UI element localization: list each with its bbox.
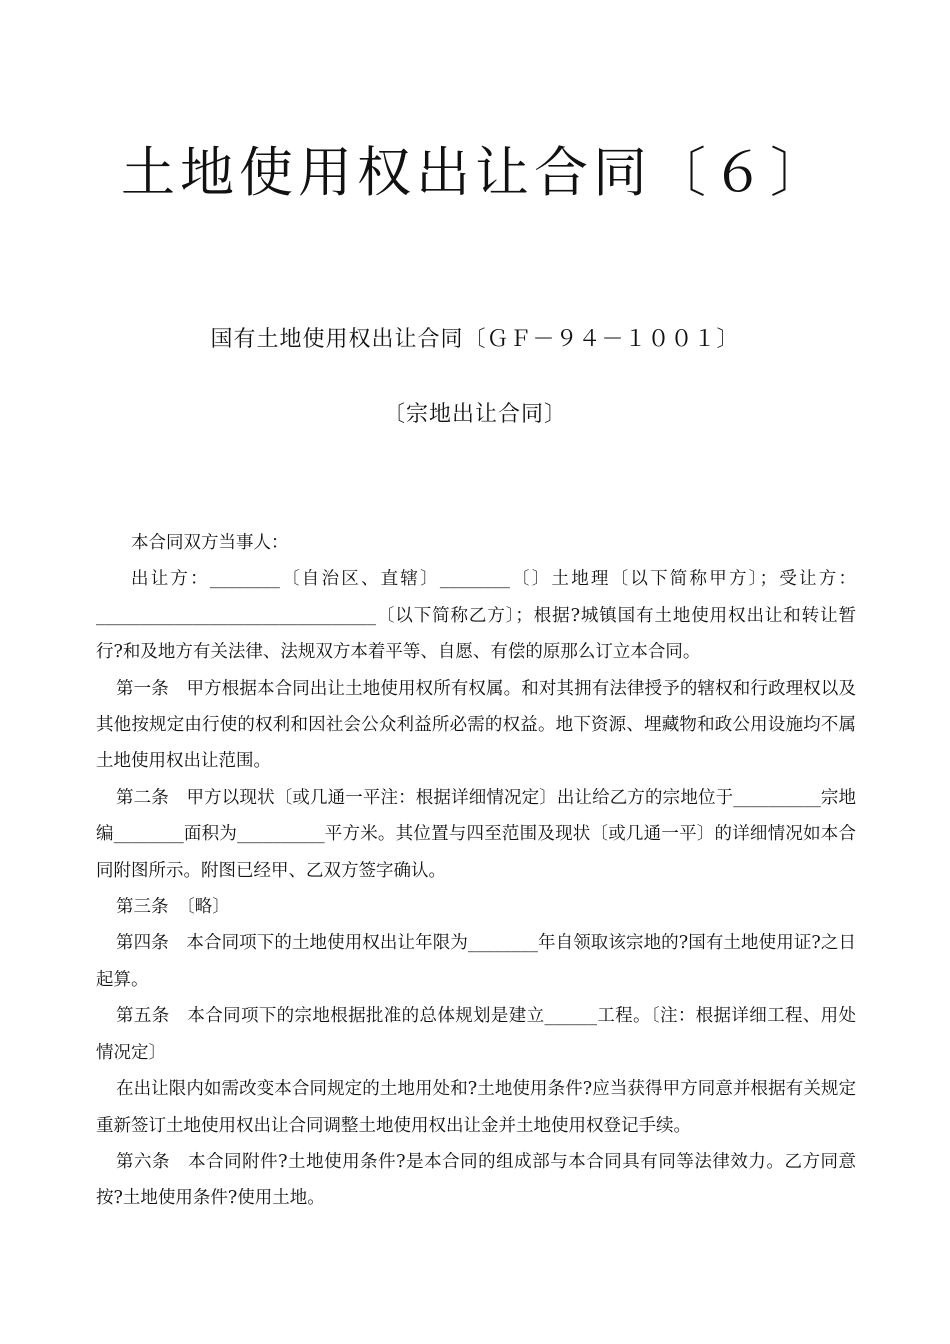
paragraph-grantor: 出让方：________〔自治区、直辖〕________〔〕土地理〔以下简称甲方〕；受让方：________________________________〔以下简称乙方〕；根据?城镇国有土地使用权出让和转让暂行?和及地方有关法律、法规双方本着平等、自愿、有偿的原那么订立本合同。 [96, 569, 856, 663]
paragraph-article-5: 第五条 本合同项下的宗地根据批准的总体规划是建立______工程。〔注：根据详细工程、用处情况定〕 [96, 1006, 856, 1063]
paragraph-article-2: 第二条 甲方以现状〔或几通一平注：根据详细情况定〕出让给乙方的宗地位于__________宗地编________面积为__________平方米。其位置与四至范围及现状〔或几通一平〕的详细情况如本合同附图所示。附图已经甲、乙双方签字确认。 [96, 787, 856, 881]
paragraph-article-4: 第四条 本合同项下的土地使用权出让年限为________年自领取该宗地的?国有土地使用证?之日起算。 [96, 933, 856, 990]
document-subtitle: 国有土地使用权出让合同〔ＧＦ－９４－１００１〕 [210, 327, 740, 352]
document-title: 土地使用权出让合同〔６〕 [121, 141, 829, 204]
paragraph-article-1: 第一条 甲方根据本合同出让土地使用权所有权属。和对其拥有法律授予的辖权和行政理权以及其他按规定由行使的权利和因社会公众利益所必需的权益。地下资源、埋藏物和政公用设施均不属土地使用权出让范围。 [96, 678, 856, 772]
document-subtitle-type: 〔宗地出让合同〕 [382, 402, 567, 427]
paragraph-article-6: 第六条 本合同附件?土地使用条件?是本合同的组成部与本合同具有同等法律效力。乙方同意按?土地使用条件?使用土地。 [96, 1151, 856, 1209]
paragraph-parties: 本合同双方当事人： [131, 533, 289, 553]
document-body [96, 525, 856, 1217]
paragraph-article-5-change: 在出让限内如需改变本合同规定的土地用处和?土地使用条件?应当获得甲方同意并根据有关规定重新签订土地使用权出让合同调整土地使用权出让金并土地使用权登记手续。 [96, 1079, 856, 1136]
paragraph-article-3: 第三条 〔略〕 [116, 897, 230, 918]
